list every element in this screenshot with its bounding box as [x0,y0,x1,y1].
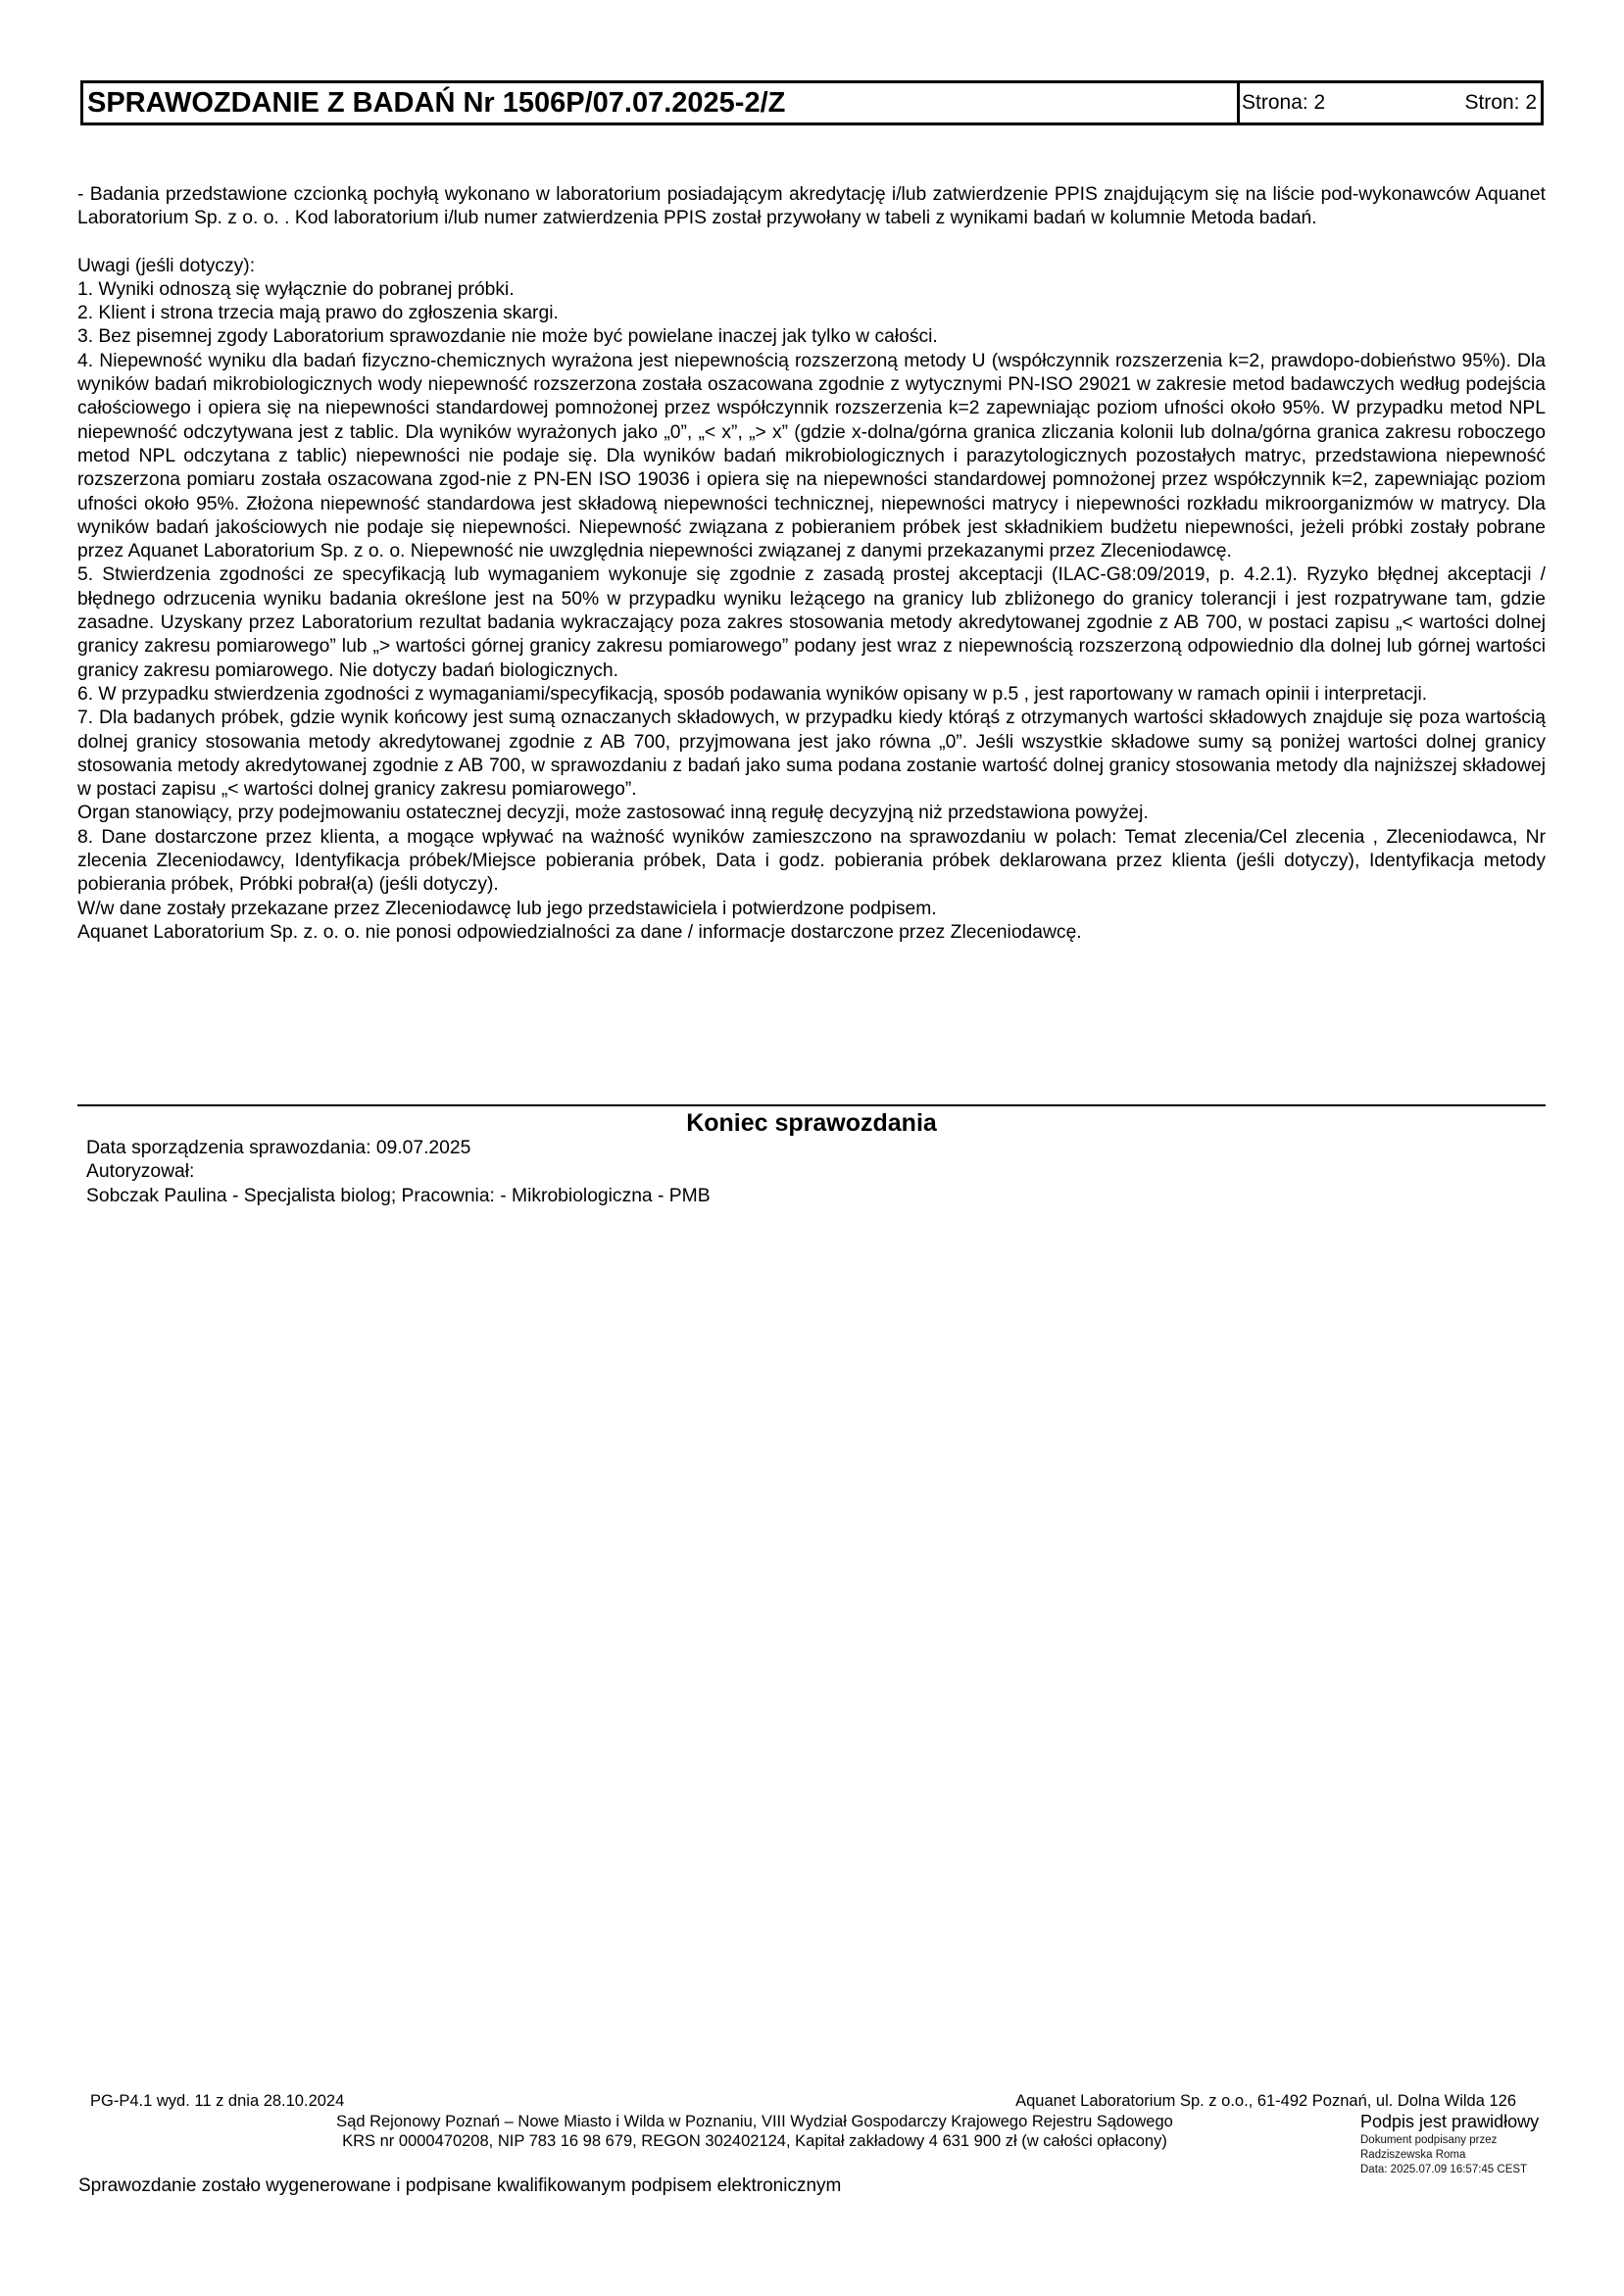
page-count: Stron: 2 [1464,91,1537,114]
intro-paragraph: - Badania przedstawione czcionką pochyłą wykonano w laboratorium posiadającym akredytację i/lub zatwierdzenie PPIS znajdującym się na liście pod-wykonawców Aquanet Laboratorium Sp. z o. o. . Kod laboratorium i/lub numer zatwierdzenia PPIS został przywołany w tabeli z wynikami badań w kolumnie Metoda badań. [77,184,1546,229]
note-item: 5. Stwierdzenia zgodności ze specyfikacją lub wymaganiem wykonuje się zgodnie z zasadą prostej akceptacji (ILAC-G8:09/2019, p. 4.2.1). Ryzyko błędnej akceptacji / błędnego odrzucenia wyniku badania określone jest na 50% w przypadku wyniku leżącego na granicy lub zbliżonego do granicy tolerancji i jest rozpatrywane tam, gdzie zasadne. Uzyskany przez Laboratorium rezultat badania wykraczający poza zakres stosowania metody akredytowanej zgodnie z AB 700, w postaci zapisu „< wartości dolnej granicy zakresu pomiarowego” lub „> wartości górnej granicy zakresu pomiarowego” podany jest wraz z niepewnością rozszerzoną odpowiednio dla dolnej lub górnej wartości granicy zakresu pomiarowego. Nie dotyczy badań biologicznych. [77,564,1546,681]
signature-status: Podpis jest prawidłowy [1360,2112,1540,2131]
section-divider [77,1104,1546,1106]
registration-line: KRS nr 0000470208, NIP 783 16 98 679, REGON 302402124, Kapitał zakładowy 4 631 900 zł (w całości opłacony) [342,2132,1167,2150]
company-registration [225,2112,1284,2151]
signature-date: Data: 2025.07.09 16:57:45 CEST [1360,2164,1528,2175]
note-item: Aquanet Laboratorium Sp. z. o. o. nie ponosi odpowiedzialności za dane / informacje dostarczone przez Zleceniodawcę. [77,921,1082,943]
report-date: Data sporządzenia sprawozdania: 09.07.2025 [86,1138,471,1158]
note-item: 1. Wyniki odnoszą się wyłącznie do pobranej próbki. [77,278,515,300]
note-item: 8. Dane dostarczone przez klienta, a mogące wpływać na ważność wyników zamieszczono na sprawozdaniu w polach: Temat zlecenia/Cel zlecenia , Zleceniodawca, Nr zlecenia Zleceniodawcy, Identyfikacja próbek/Miejsce pobierania próbek, Data i godz. pobierania próbek deklarowana przez klienta (jeśli dotyczy), Identyfikacja metody pobierania próbek, Próbki pobrał(a) (jeśli dotyczy). [77,826,1546,896]
company-address: Aquanet Laboratorium Sp. z o.o., 61-492 Poznań, ul. Dolna Wilda 126 [1015,2092,1516,2110]
note-item: 3. Bez pisemnej zgody Laboratorium sprawozdanie nie może być powielane inaczej jak tylko w całości. [77,326,938,348]
form-code: PG-P4.1 wyd. 11 z dnia 28.10.2024 [90,2092,345,2110]
spacer [77,231,1546,255]
end-of-report-title: Koniec sprawozdania [686,1109,937,1137]
report-meta [86,1137,711,1208]
generated-note: Sprawozdanie zostało wygenerowane i podpisane kwalifikowanym podpisem elektronicznym [78,2175,842,2196]
notes-heading: Uwagi (jeśli dotyczy): [77,255,256,276]
report-header [80,80,1544,125]
note-item: W/w dane zostały przekazane przez Zleceniodawcę lub jego przedstawiciela i potwierdzone podpisem. [77,898,937,919]
note-item: Organ stanowiący, przy podejmowaniu ostatecznej decyzji, może zastosować inną regułę decyzyjną niż przedstawiona powyżej. [77,803,1149,824]
author-info: Sobczak Paulina - Specjalista biolog; Pracownia: - Mikrobiologiczna - PMB [86,1185,711,1206]
page-number: Strona: 2 [1242,91,1326,114]
signer-name: Radziszewska Roma [1360,2149,1466,2161]
report-body [77,183,1546,945]
signature-block [1360,2110,1596,2177]
note-item: 2. Klient i strona trzecia mają prawo do zgłoszenia skargi. [77,303,559,324]
note-item: 6. W przypadku stwierdzenia zgodności z wymaganiami/specyfikacją, sposób podawania wyników opisany w p.5 , jest raportowany w ramach opinii i interpretacji. [77,683,1428,705]
report-title: SPRAWOZDANIE Z BADAŃ Nr 1506P/07.07.2025-2/Z [87,87,786,119]
signed-by-label: Dokument podpisany przez [1360,2134,1498,2146]
authorized-label: Autoryzował: [86,1161,195,1183]
court-line: Sąd Rejonowy Poznań – Nowe Miasto i Wilda w Poznaniu, VIII Wydział Gospodarczy Krajowego Rejestru Sądowego [336,2113,1173,2130]
note-item: 7. Dla badanych próbek, gdzie wynik końcowy jest sumą oznaczanych składowych, w przypadku kiedy którąś z otrzymanych wartości składowych znajduje się poza wartością dolnej granicy stosowania metody akredytowanej zgodnie z AB 700, przyjmowana jest jako równa „0”. Jeśli wszystkie składowe sumy są poniżej wartości dolnej granicy stosowania metody akredytowanej zgodnie z AB 700, w sprawozdaniu z badań jako suma podana zostanie wartość dolnej granicy stosowania metody dla najniższej składowej w postaci zapisu „< wartości dolnej granicy zakresu pomiarowego”. [77,708,1546,801]
note-item: 4. Niepewność wyniku dla badań fizyczno-chemicznych wyrażona jest niepewnością rozszerzoną metody U (współczynnik rozszerzenia k=2, prawdopo-dobieństwo 95%). Dla wyników badań mikrobiologicznych wody niepewność rozszerzona została oszacowana zgodnie z wytycznymi PN-ISO 29021 w zakresie metod badawczych według podejścia całościowego i opiera się na niepewności standardowej pomnożonej przez współczynnik rozszerzenia k=2 zapewniając poziom ufności około 95%. W przypadku metod NPL niepewność odczytywana jest z tablic. Dla wyników wyrażonych jako „0”, „< x”, „> x” (gdzie x-dolna/górna granica zliczania kolonii lub dolna/górna granica zakresu roboczego metod NPL odczytana z tablic) niepewności nie podaje się. Dla wyników badań mikrobiologicznych i parazytologicznych pozostałych matryc, przedstawiona niepewność rozszerzona pomiaru została oszacowana zgod-nie z PN-EN ISO 19036 i opiera się na niepewności standardowej pomnożonej przez współczynnik k=2, zapewniając poziom ufności około 95%. Złożona niepewność standardowa jest składową niepewności technicznej, niepewności matrycy i niepewności rozkładu mikroorganizmów w matrycy. Dla wyników badań jakościowych nie podaje się niepewności. Niepewność związana z pobieraniem próbek jest składnikiem budżetu niepewności, jeżeli próbki zostały pobrane przez Aquanet Laboratorium Sp. z o. o. Niepewność nie uwzględnia niepewności związanej z danymi przekazanymi przez Zleceniodawcę. [77,350,1546,562]
page-info [1237,83,1541,122]
